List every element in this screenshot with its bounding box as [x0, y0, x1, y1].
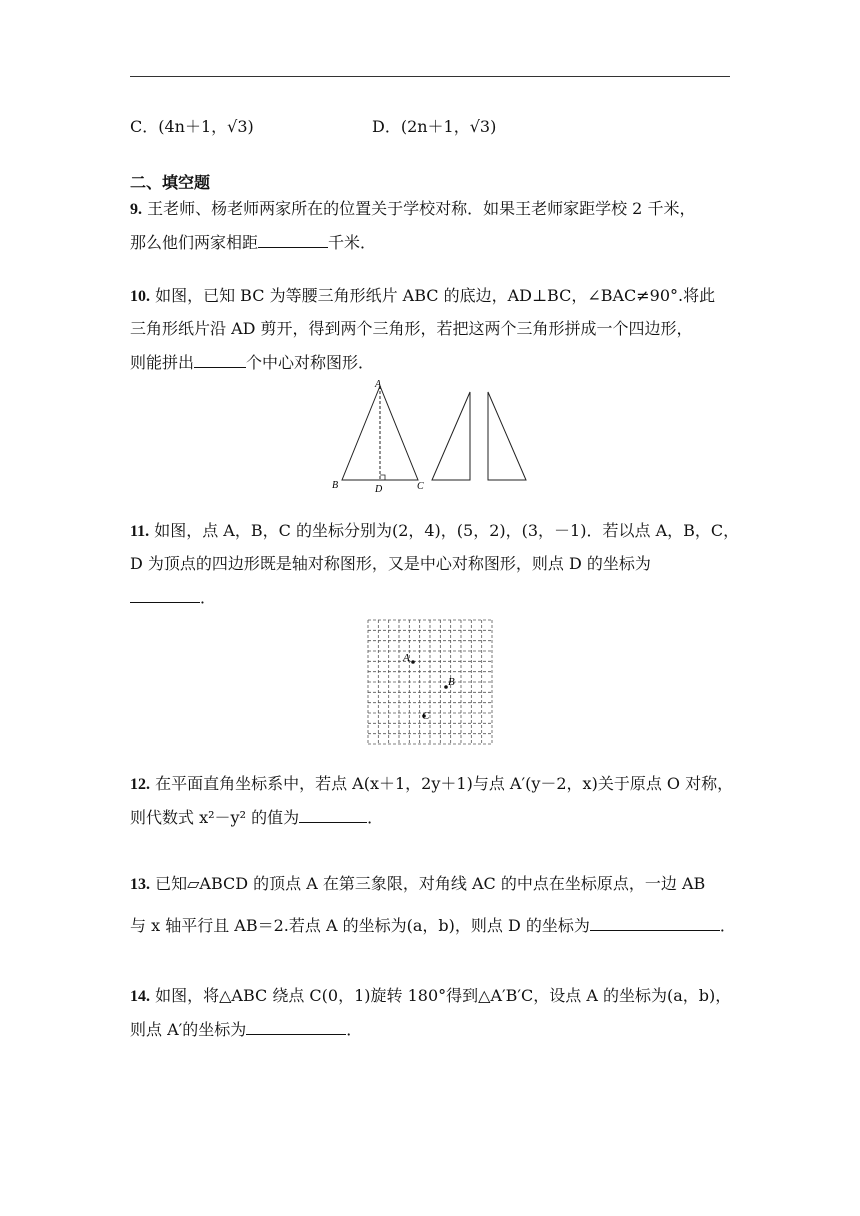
label-b: B: [332, 480, 339, 491]
question-10-line-1: [130, 285, 735, 308]
header-rule: [130, 76, 730, 77]
question-9-text-2b: 千米．: [328, 233, 377, 252]
question-12-text-1: 在平面直角坐标系中，若点 A(x＋1，2y＋1)与点 A′(y－2，x)关于原点 O 对称，: [155, 774, 734, 793]
option-c: C．(4n＋1，√3): [130, 117, 254, 136]
question-9-number: 9.: [130, 201, 142, 218]
left-half-triangle: [432, 392, 470, 480]
question-14-number: 14.: [130, 988, 150, 1005]
right-angle-mark: [380, 475, 385, 480]
question-11-number: 11.: [130, 523, 150, 540]
grid-lines: [368, 620, 492, 744]
question-13-line-2: [130, 914, 735, 937]
question-12-line-2: [130, 806, 735, 829]
question-9-text-2a: 那么他们两家相距: [130, 233, 259, 252]
triangle-figure: [328, 376, 538, 496]
section-title: 二、填空题: [130, 173, 211, 192]
question-11-line-3: [130, 586, 735, 609]
answer-blank-11[interactable]: [130, 586, 200, 603]
question-12-line-1: [130, 773, 735, 796]
question-11-line-2: [130, 553, 735, 575]
question-14-line-2: [130, 1018, 735, 1041]
question-10-text-2: 三角形纸片沿 AD 剪开，得到两个三角形，若把这两个三角形拼成一个四边形，: [130, 319, 693, 338]
question-11-text-1: 如图，点 A，B，C 的坐标分别为(2，4)，(5，2)，(3，－1)．若以点 A，B，C，: [154, 521, 740, 540]
question-10-line-2: [130, 318, 735, 340]
question-14-text-2a: 则点 A′的坐标为: [130, 1020, 247, 1039]
answer-blank-14[interactable]: [246, 1018, 346, 1035]
point-a: [411, 660, 415, 664]
question-10-number: 10.: [130, 288, 150, 305]
question-12-text-2b: ．: [367, 808, 384, 827]
label-d: D: [375, 484, 383, 495]
question-14-line-1: [130, 985, 735, 1008]
question-11-text-3: ．: [200, 588, 217, 607]
answer-blank-12[interactable]: [299, 806, 367, 823]
question-9-text-1: 王老师、杨老师两家所在的位置关于学校对称．如果王老师家距学校 2 千米，: [147, 199, 696, 218]
answer-blank-9[interactable]: [258, 231, 328, 248]
question-11-line-1: [130, 520, 740, 543]
label-point-c: C: [422, 710, 430, 722]
answer-blank-10[interactable]: [194, 351, 246, 368]
answer-blank-13[interactable]: [590, 914, 720, 931]
label-point-a: A: [403, 652, 410, 664]
question-11-text-2: D 为顶点的四边形既是轴对称图形，又是中心对称图形，则点 D 的坐标为: [130, 554, 651, 573]
question-13-text-2a: 与 x 轴平行且 AB＝2.若点 A 的坐标为(a，b)，则点 D 的坐标为: [130, 916, 590, 935]
question-10-text-3a: 则能拼出: [130, 353, 195, 372]
question-13-text-2b: ．: [719, 916, 736, 935]
question-9-line-2: [130, 231, 735, 254]
question-9-line-1: [130, 198, 735, 221]
right-half-triangle: [488, 392, 526, 480]
question-12-number: 12.: [130, 776, 150, 793]
question-13-line-1: [130, 873, 735, 896]
question-14-text-1: 如图，将△ABC 绕点 C(0，1)旋转 180°得到△A′B′C，设点 A 的坐标为(a，b)，: [155, 986, 732, 1005]
question-13-number: 13.: [130, 876, 150, 893]
coordinate-grid-figure: [366, 618, 494, 746]
question-12-text-2a: 则代数式 x²－y² 的值为: [130, 808, 300, 827]
question-10-line-3: [130, 351, 735, 374]
label-a: A: [375, 379, 382, 390]
label-point-b: B: [448, 676, 455, 688]
question-10-text-3b: 个中心对称图形．: [246, 353, 375, 372]
option-d: D．(2n＋1，√3): [372, 117, 497, 136]
label-c: C: [417, 481, 424, 492]
question-13-text-1: 已知▱ABCD 的顶点 A 在第三象限，对角线 AC 的中点在坐标原点，一边 AB: [155, 874, 706, 893]
question-10-text-1: 如图，已知 BC 为等腰三角形纸片 ABC 的底边，AD⊥BC，∠BAC≠90°.将此: [155, 286, 716, 305]
question-14-text-2b: ．: [346, 1020, 363, 1039]
